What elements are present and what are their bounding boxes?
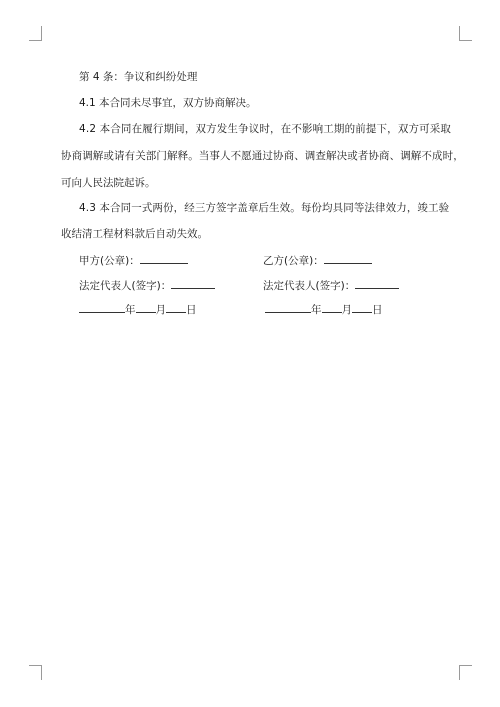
- party-a-label: 甲方(公章)：: [79, 255, 140, 267]
- party-b-legal-rep: [263, 277, 399, 293]
- party-a-seal: [79, 252, 188, 268]
- crop-mark-bottom-left: [29, 665, 42, 680]
- party-a-legal-rep: [79, 277, 215, 293]
- day-label: 日: [186, 304, 197, 316]
- clause-4-2-line-3: 可向人民法院起诉。: [61, 177, 156, 189]
- crop-mark-top-right: [459, 26, 472, 41]
- party-b-legal-rep-blank: [355, 277, 399, 289]
- clause-4-2-line-2: 协商调解或请有关部门解释。当事人不愿通过协商、调查解决或者协商、调解不成时，: [61, 150, 464, 162]
- party-b-label: 乙方(公章)：: [263, 255, 324, 267]
- article-heading: 第 4 条：争议和纠纷处理: [79, 71, 198, 83]
- crop-mark-top-left: [29, 26, 42, 41]
- day-blank: [166, 301, 186, 313]
- year-blank: [265, 301, 311, 313]
- party-a-date: [79, 301, 197, 317]
- party-a-legal-rep-blank: [171, 277, 215, 289]
- day-label: 日: [372, 304, 383, 316]
- month-blank: [322, 301, 342, 313]
- clause-4-2-line-1: 4.2 本合同在履行期间，双方发生争议时，在不影响工期的前提下，双方可采取: [79, 123, 452, 135]
- party-a-seal-blank: [140, 252, 188, 264]
- party-b-date: [265, 301, 383, 317]
- party-b-seal: [263, 252, 372, 268]
- day-blank: [352, 301, 372, 313]
- crop-mark-bottom-right: [459, 665, 472, 680]
- year-label: 年: [125, 304, 136, 316]
- year-blank: [79, 301, 125, 313]
- clause-4-3-line-2: 收结清工程材料款后自动失效。: [61, 228, 208, 240]
- year-label: 年: [311, 304, 322, 316]
- month-blank: [136, 301, 156, 313]
- month-label: 月: [155, 304, 166, 316]
- clause-4-3-line-1: 4.3 本合同一式两份，经三方签字盖章后生效。每份均具同等法律效力，竣工验: [79, 202, 450, 214]
- party-b-seal-blank: [324, 252, 372, 264]
- party-a-legal-rep-label: 法定代表人(签字)：: [79, 280, 172, 292]
- party-b-legal-rep-label: 法定代表人(签字)：: [263, 280, 356, 292]
- month-label: 月: [341, 304, 352, 316]
- clause-4-1: 4.1 本合同未尽事宜，双方协商解决。: [79, 97, 257, 109]
